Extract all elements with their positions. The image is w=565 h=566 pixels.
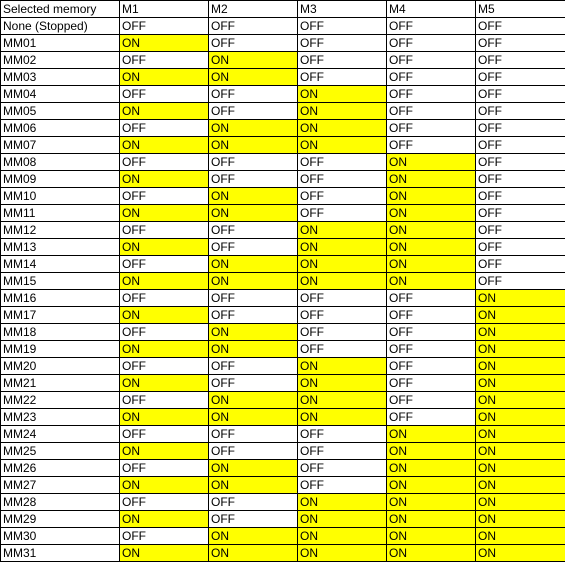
- row-label: MM20: [1, 358, 120, 375]
- table-row: [1, 154, 565, 171]
- cell-m5: ON: [476, 511, 565, 528]
- cell-m4: ON: [387, 494, 476, 511]
- cell-m2: OFF: [209, 443, 298, 460]
- row-label: MM03: [1, 69, 120, 86]
- cell-m4: ON: [387, 528, 476, 545]
- cell-m2: OFF: [209, 86, 298, 103]
- table-row: [1, 528, 565, 545]
- table-row: [1, 290, 565, 307]
- cell-m1: ON: [120, 443, 209, 460]
- table-row: [1, 477, 565, 494]
- cell-m4: OFF: [387, 52, 476, 69]
- cell-m3: ON: [298, 120, 387, 137]
- cell-m3: OFF: [298, 426, 387, 443]
- cell-m1: ON: [120, 273, 209, 290]
- row-label: MM16: [1, 290, 120, 307]
- table-row: [1, 409, 565, 426]
- cell-m1: ON: [120, 511, 209, 528]
- cell-m2: ON: [209, 528, 298, 545]
- cell-m5: OFF: [476, 35, 565, 52]
- cell-m1: OFF: [120, 52, 209, 69]
- cell-m5: OFF: [476, 256, 565, 273]
- table-row: [1, 460, 565, 477]
- cell-m1: ON: [120, 375, 209, 392]
- cell-m4: OFF: [387, 375, 476, 392]
- table-row: [1, 273, 565, 290]
- row-label: MM21: [1, 375, 120, 392]
- table-row: [1, 171, 565, 188]
- cell-m3: ON: [298, 256, 387, 273]
- cell-m4: OFF: [387, 307, 476, 324]
- cell-m2: OFF: [209, 375, 298, 392]
- row-label: None (Stopped): [1, 18, 120, 35]
- cell-m3: OFF: [298, 205, 387, 222]
- table-row: [1, 443, 565, 460]
- cell-m5: ON: [476, 426, 565, 443]
- cell-m1: ON: [120, 545, 209, 562]
- cell-m4: OFF: [387, 392, 476, 409]
- row-label: MM08: [1, 154, 120, 171]
- cell-m5: OFF: [476, 86, 565, 103]
- row-label: MM13: [1, 239, 120, 256]
- table-row: [1, 392, 565, 409]
- cell-m4: ON: [387, 188, 476, 205]
- table-row: [1, 52, 565, 69]
- cell-m4: OFF: [387, 86, 476, 103]
- cell-m1: ON: [120, 137, 209, 154]
- cell-m4: OFF: [387, 409, 476, 426]
- cell-m2: ON: [209, 460, 298, 477]
- cell-m5: ON: [476, 375, 565, 392]
- row-label: MM10: [1, 188, 120, 205]
- row-label: MM22: [1, 392, 120, 409]
- cell-m3: OFF: [298, 324, 387, 341]
- cell-m2: OFF: [209, 358, 298, 375]
- cell-m2: ON: [209, 273, 298, 290]
- cell-m1: OFF: [120, 222, 209, 239]
- cell-m5: ON: [476, 528, 565, 545]
- cell-m3: ON: [298, 358, 387, 375]
- cell-m5: ON: [476, 358, 565, 375]
- cell-m3: ON: [298, 222, 387, 239]
- table-row: [1, 120, 565, 137]
- cell-m3: OFF: [298, 290, 387, 307]
- cell-m1: ON: [120, 171, 209, 188]
- cell-m2: OFF: [209, 239, 298, 256]
- cell-m5: ON: [476, 324, 565, 341]
- table-row: [1, 205, 565, 222]
- cell-m1: ON: [120, 35, 209, 52]
- cell-m2: ON: [209, 324, 298, 341]
- row-label: MM17: [1, 307, 120, 324]
- header-m5: M5: [476, 1, 565, 18]
- cell-m1: OFF: [120, 120, 209, 137]
- table-row: [1, 256, 565, 273]
- row-label: MM25: [1, 443, 120, 460]
- cell-m3: ON: [298, 375, 387, 392]
- row-label: MM02: [1, 52, 120, 69]
- cell-m1: ON: [120, 205, 209, 222]
- row-label: MM18: [1, 324, 120, 341]
- cell-m4: OFF: [387, 358, 476, 375]
- cell-m2: ON: [209, 69, 298, 86]
- cell-m1: OFF: [120, 528, 209, 545]
- cell-m5: OFF: [476, 154, 565, 171]
- cell-m3: OFF: [298, 460, 387, 477]
- cell-m5: OFF: [476, 273, 565, 290]
- row-label: MM09: [1, 171, 120, 188]
- row-label: MM05: [1, 103, 120, 120]
- table-row: [1, 239, 565, 256]
- cell-m1: ON: [120, 103, 209, 120]
- table-row: [1, 222, 565, 239]
- cell-m3: OFF: [298, 188, 387, 205]
- cell-m5: ON: [476, 392, 565, 409]
- cell-m5: ON: [476, 460, 565, 477]
- cell-m3: OFF: [298, 154, 387, 171]
- row-label: MM11: [1, 205, 120, 222]
- cell-m3: ON: [298, 86, 387, 103]
- header-selected-memory: Selected memory: [1, 1, 120, 18]
- row-label: MM24: [1, 426, 120, 443]
- row-label: MM27: [1, 477, 120, 494]
- cell-m5: OFF: [476, 188, 565, 205]
- cell-m5: ON: [476, 494, 565, 511]
- cell-m4: ON: [387, 171, 476, 188]
- table-row: [1, 35, 565, 52]
- cell-m1: OFF: [120, 494, 209, 511]
- cell-m3: OFF: [298, 35, 387, 52]
- cell-m5: ON: [476, 409, 565, 426]
- cell-m2: ON: [209, 392, 298, 409]
- cell-m1: OFF: [120, 154, 209, 171]
- cell-m5: OFF: [476, 52, 565, 69]
- cell-m4: ON: [387, 256, 476, 273]
- cell-m4: ON: [387, 545, 476, 562]
- cell-m5: OFF: [476, 239, 565, 256]
- row-label: MM30: [1, 528, 120, 545]
- cell-m1: OFF: [120, 324, 209, 341]
- row-label: MM01: [1, 35, 120, 52]
- cell-m4: OFF: [387, 103, 476, 120]
- header-row: [1, 1, 565, 18]
- cell-m3: ON: [298, 528, 387, 545]
- cell-m2: OFF: [209, 35, 298, 52]
- cell-m1: ON: [120, 69, 209, 86]
- cell-m3: OFF: [298, 443, 387, 460]
- cell-m5: ON: [476, 477, 565, 494]
- table-row: [1, 86, 565, 103]
- row-label: MM04: [1, 86, 120, 103]
- cell-m2: OFF: [209, 103, 298, 120]
- cell-m1: OFF: [120, 18, 209, 35]
- row-label: MM28: [1, 494, 120, 511]
- header-m2: M2: [209, 1, 298, 18]
- cell-m2: ON: [209, 188, 298, 205]
- cell-m5: OFF: [476, 222, 565, 239]
- cell-m4: ON: [387, 273, 476, 290]
- cell-m5: OFF: [476, 18, 565, 35]
- cell-m5: OFF: [476, 137, 565, 154]
- cell-m5: ON: [476, 443, 565, 460]
- cell-m1: OFF: [120, 290, 209, 307]
- cell-m5: ON: [476, 290, 565, 307]
- cell-m3: OFF: [298, 171, 387, 188]
- cell-m2: OFF: [209, 290, 298, 307]
- cell-m4: ON: [387, 154, 476, 171]
- cell-m1: ON: [120, 341, 209, 358]
- row-label: MM07: [1, 137, 120, 154]
- row-label: MM14: [1, 256, 120, 273]
- cell-m4: OFF: [387, 290, 476, 307]
- table-row: [1, 324, 565, 341]
- cell-m5: ON: [476, 341, 565, 358]
- cell-m4: ON: [387, 511, 476, 528]
- cell-m4: ON: [387, 443, 476, 460]
- cell-m4: OFF: [387, 69, 476, 86]
- cell-m3: ON: [298, 137, 387, 154]
- cell-m3: ON: [298, 239, 387, 256]
- table-row: [1, 375, 565, 392]
- table-row: [1, 103, 565, 120]
- table-row: [1, 18, 565, 35]
- cell-m5: OFF: [476, 120, 565, 137]
- cell-m1: OFF: [120, 460, 209, 477]
- row-label: MM29: [1, 511, 120, 528]
- row-label: MM19: [1, 341, 120, 358]
- cell-m4: ON: [387, 426, 476, 443]
- table-row: [1, 137, 565, 154]
- cell-m1: OFF: [120, 188, 209, 205]
- cell-m2: OFF: [209, 494, 298, 511]
- cell-m3: ON: [298, 392, 387, 409]
- table-row: [1, 358, 565, 375]
- row-label: MM15: [1, 273, 120, 290]
- cell-m2: ON: [209, 52, 298, 69]
- table-body: [1, 18, 565, 562]
- cell-m3: ON: [298, 273, 387, 290]
- row-label: MM12: [1, 222, 120, 239]
- table-row: [1, 188, 565, 205]
- cell-m5: ON: [476, 545, 565, 562]
- cell-m3: OFF: [298, 18, 387, 35]
- table-row: [1, 341, 565, 358]
- cell-m4: ON: [387, 205, 476, 222]
- cell-m3: ON: [298, 409, 387, 426]
- header-m1: M1: [120, 1, 209, 18]
- cell-m3: ON: [298, 545, 387, 562]
- cell-m3: ON: [298, 511, 387, 528]
- cell-m1: ON: [120, 239, 209, 256]
- cell-m3: OFF: [298, 477, 387, 494]
- row-label: MM23: [1, 409, 120, 426]
- cell-m3: OFF: [298, 52, 387, 69]
- cell-m3: OFF: [298, 69, 387, 86]
- header-m4: M4: [387, 1, 476, 18]
- cell-m2: OFF: [209, 18, 298, 35]
- cell-m2: ON: [209, 477, 298, 494]
- cell-m4: ON: [387, 460, 476, 477]
- cell-m4: ON: [387, 239, 476, 256]
- table-row: [1, 494, 565, 511]
- cell-m2: ON: [209, 409, 298, 426]
- cell-m2: ON: [209, 256, 298, 273]
- cell-m1: OFF: [120, 256, 209, 273]
- cell-m3: ON: [298, 494, 387, 511]
- cell-m1: ON: [120, 307, 209, 324]
- cell-m4: ON: [387, 222, 476, 239]
- cell-m3: OFF: [298, 341, 387, 358]
- header-m3: M3: [298, 1, 387, 18]
- cell-m4: ON: [387, 477, 476, 494]
- row-label: MM31: [1, 545, 120, 562]
- cell-m1: OFF: [120, 86, 209, 103]
- cell-m5: OFF: [476, 171, 565, 188]
- cell-m1: ON: [120, 409, 209, 426]
- table-row: [1, 511, 565, 528]
- table-row: [1, 426, 565, 443]
- cell-m3: OFF: [298, 307, 387, 324]
- cell-m2: ON: [209, 120, 298, 137]
- table-row: [1, 307, 565, 324]
- cell-m4: OFF: [387, 324, 476, 341]
- cell-m5: OFF: [476, 205, 565, 222]
- cell-m1: OFF: [120, 426, 209, 443]
- cell-m5: ON: [476, 307, 565, 324]
- cell-m2: OFF: [209, 426, 298, 443]
- cell-m5: OFF: [476, 69, 565, 86]
- cell-m1: ON: [120, 477, 209, 494]
- cell-m2: ON: [209, 545, 298, 562]
- cell-m4: OFF: [387, 18, 476, 35]
- cell-m1: OFF: [120, 358, 209, 375]
- cell-m4: OFF: [387, 341, 476, 358]
- cell-m3: ON: [298, 103, 387, 120]
- cell-m5: OFF: [476, 103, 565, 120]
- cell-m2: ON: [209, 341, 298, 358]
- cell-m2: OFF: [209, 307, 298, 324]
- cell-m2: OFF: [209, 222, 298, 239]
- table-row: [1, 545, 565, 562]
- cell-m4: OFF: [387, 35, 476, 52]
- row-label: MM06: [1, 120, 120, 137]
- cell-m4: OFF: [387, 137, 476, 154]
- table-row: [1, 69, 565, 86]
- cell-m4: OFF: [387, 120, 476, 137]
- cell-m2: ON: [209, 205, 298, 222]
- row-label: MM26: [1, 460, 120, 477]
- cell-m2: OFF: [209, 511, 298, 528]
- cell-m2: OFF: [209, 171, 298, 188]
- cell-m2: OFF: [209, 154, 298, 171]
- cell-m1: OFF: [120, 392, 209, 409]
- cell-m2: ON: [209, 137, 298, 154]
